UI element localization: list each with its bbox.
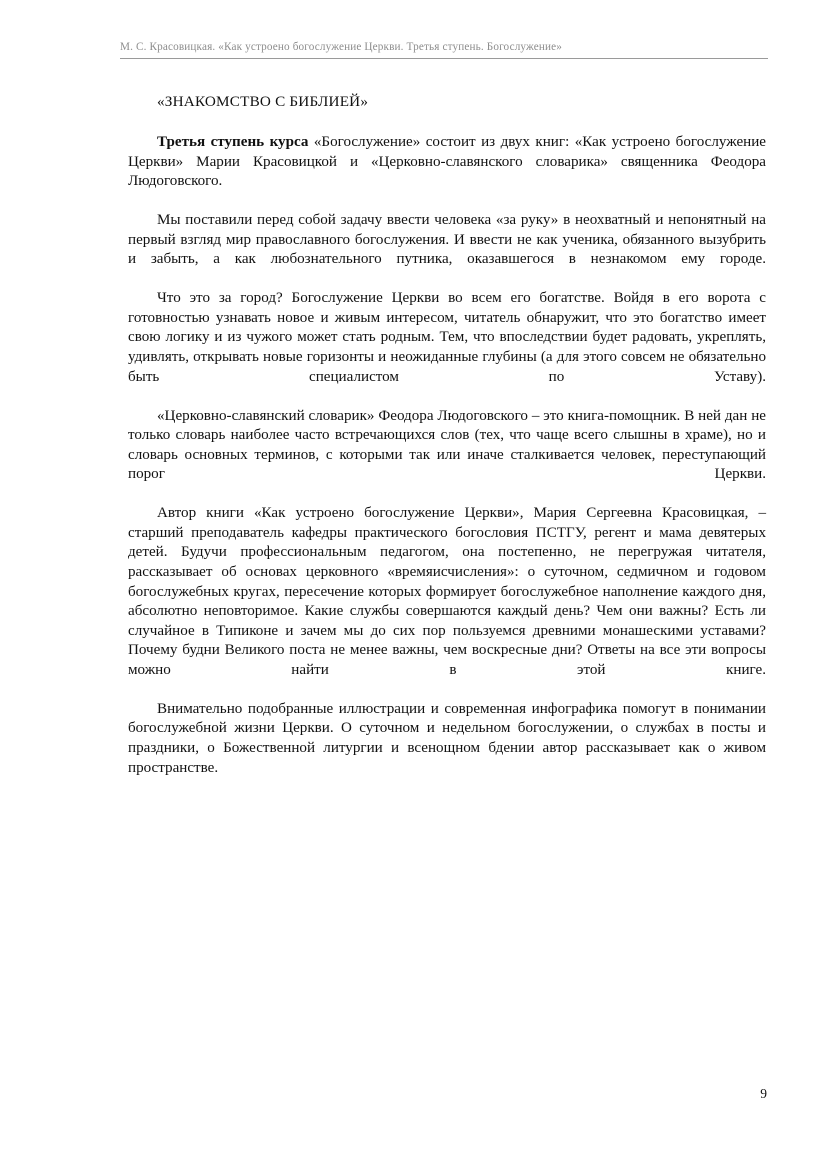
running-header: [120, 40, 768, 59]
paragraph-2-text: Мы поставили перед собой задачу ввести человека «за руку» в неохватный и непонятный на первый взгляд мир православного богослужения. И ввести не как ученика, обязанного вызубрить и забыть, а как любознательного путника, оказавшегося в незнакомом ему городе.: [128, 212, 766, 268]
paragraph-5: [128, 504, 766, 699]
paragraph-list: [128, 133, 766, 798]
paragraph-5-text: Автор книги «Как устроено богослужение Церкви», Мария Сергеевна Красовицкая, – старший преподаватель кафедры практического богословия ПСТГУ, регент и мама девятерых детей. Будучи профессиональным педагогом, она постепенно, не перегружая читателя, рассказывает об основах церковного «времяисчисления»: о суточном, седмичном и годовом богослужебных кругах, пересечение которых формирует богослужебное наполнение каждого дня, абсолютно неповторимое. Какие службы совершаются каждый день? Чем они важны? Есть ли случайное в Типиконе и зачем мы до сих пор пользуемся древними монашескими уставами? Почему будни Великого поста не менее важны, чем воскресные дни? Ответы на все эти вопросы можно найти в этой книге.: [128, 505, 766, 678]
running-header-text: М. С. Красовицкая. «Как устроено богослужение Церкви. Третья ступень. Богослужение»: [120, 41, 563, 53]
page-number: 9: [760, 1086, 767, 1101]
header-rule: [120, 58, 768, 59]
section-heading: «ЗНАКОМСТВО С БИБЛИЕЙ»: [157, 93, 369, 110]
paragraph-1: [128, 133, 766, 211]
paragraph-1-lead-bold: Третья ступень курса: [157, 134, 309, 150]
paragraph-2: [128, 211, 766, 289]
paragraph-6-text: Внимательно подобранные иллюстрации и современная инфографика помогут в понимании богослужебной жизни Церкви. О суточном и недельном богослужении, о службах в посты и праздники, о Божественной литургии и всенощном бдении автор рассказывает как о живом пространстве.: [128, 700, 766, 776]
page-content: [128, 92, 766, 798]
paragraph-1-text: «Богослужение» состоит из двух книг: «Как устроено богослужение Церкви» Марии Красовицкой и «Церковно-славянского словарика» священника Феодора Людоговского.: [128, 134, 766, 190]
paragraph-4-text: «Церковно-славянский словарик» Феодора Людоговского – это книга-помощник. В ней дан не только словарь наиболее часто встречающихся слов (тех, что чаще всего слышны в храме), но и словарь основных терминов, с которыми так или иначе сталкивается человек, переступающий порог Церкви.: [128, 407, 766, 483]
paragraph-3: [128, 289, 766, 406]
paragraph-3-text: Что это за город? Богослужение Церкви во всем его богатстве. Войдя в его ворота с готовностью узнавать новое и живым интересом, читатель обнаружит, что это богатство имеет свою логику и из чужого может стать родным. Тем, что впоследствии будет радовать, укреплять, удивлять, открывать новые горизонты и неожиданные глубины (а для этого совсем не обязательно быть специалистом по Уставу).: [128, 290, 766, 385]
paragraph-4: [128, 407, 766, 505]
paragraph-6: [128, 700, 766, 798]
